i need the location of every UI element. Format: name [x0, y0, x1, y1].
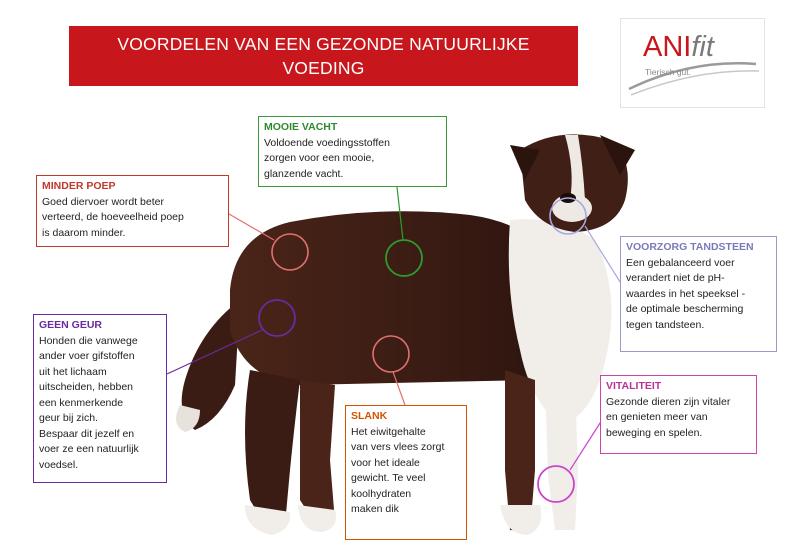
benefit-heading: SLANK [351, 410, 388, 422]
benefit-heading: VITALITEIT [606, 380, 662, 392]
benefit-text: Een gebalanceerd voer verandert niet de pH- waardes in het speeksel - de optimale bescherming tegen tandsteen. [626, 256, 746, 331]
benefit-geen-geur [33, 314, 167, 483]
benefit-minder-poep [36, 175, 229, 247]
benefit-text: Gezonde dieren zijn vitaler en genieten meer van beweging en spelen. [606, 395, 731, 439]
benefit-heading: MINDER POEP [42, 180, 116, 192]
benefit-text: Honden die vanwege ander voer gifstoffen uit het lichaam uitscheiden, hebben een kenmerkende geur bij zich. Bespaar dit jezelf en voer ze een natuurlijk voedsel. [39, 334, 139, 471]
benefit-voorzorg-tandsteen [620, 236, 777, 352]
benefit-vitaliteit [600, 375, 757, 454]
title-line-2: VOEDING [282, 58, 365, 78]
logo-brand-main: ANI [643, 31, 692, 63]
benefit-heading: MOOIE VACHT [264, 121, 338, 133]
benefit-text: Goed diervoer wordt beter verteerd, de hoeveelheid poep is daarom minder. [42, 195, 184, 239]
logo-tagline: Tierisch gut. [645, 67, 691, 77]
logo-brand-fit: fit [691, 31, 714, 63]
benefit-heading: GEEN GEUR [39, 319, 103, 331]
title-line-1: VOORDELEN VAN EEN GEZONDE NATUURLIJKE [117, 34, 530, 54]
benefit-text: Het eiwitgehalte van vers vlees zorgt voor het ideale gewicht. Te veel koolhydraten maken dik [351, 425, 445, 515]
benefit-heading: VOORZORG TANDSTEEN [626, 241, 754, 253]
benefit-mooie-vacht [258, 116, 447, 187]
benefit-text: Voldoende voedingsstoffen zorgen voor een mooie, glanzende vacht. [264, 136, 390, 180]
benefit-slank [345, 405, 467, 540]
